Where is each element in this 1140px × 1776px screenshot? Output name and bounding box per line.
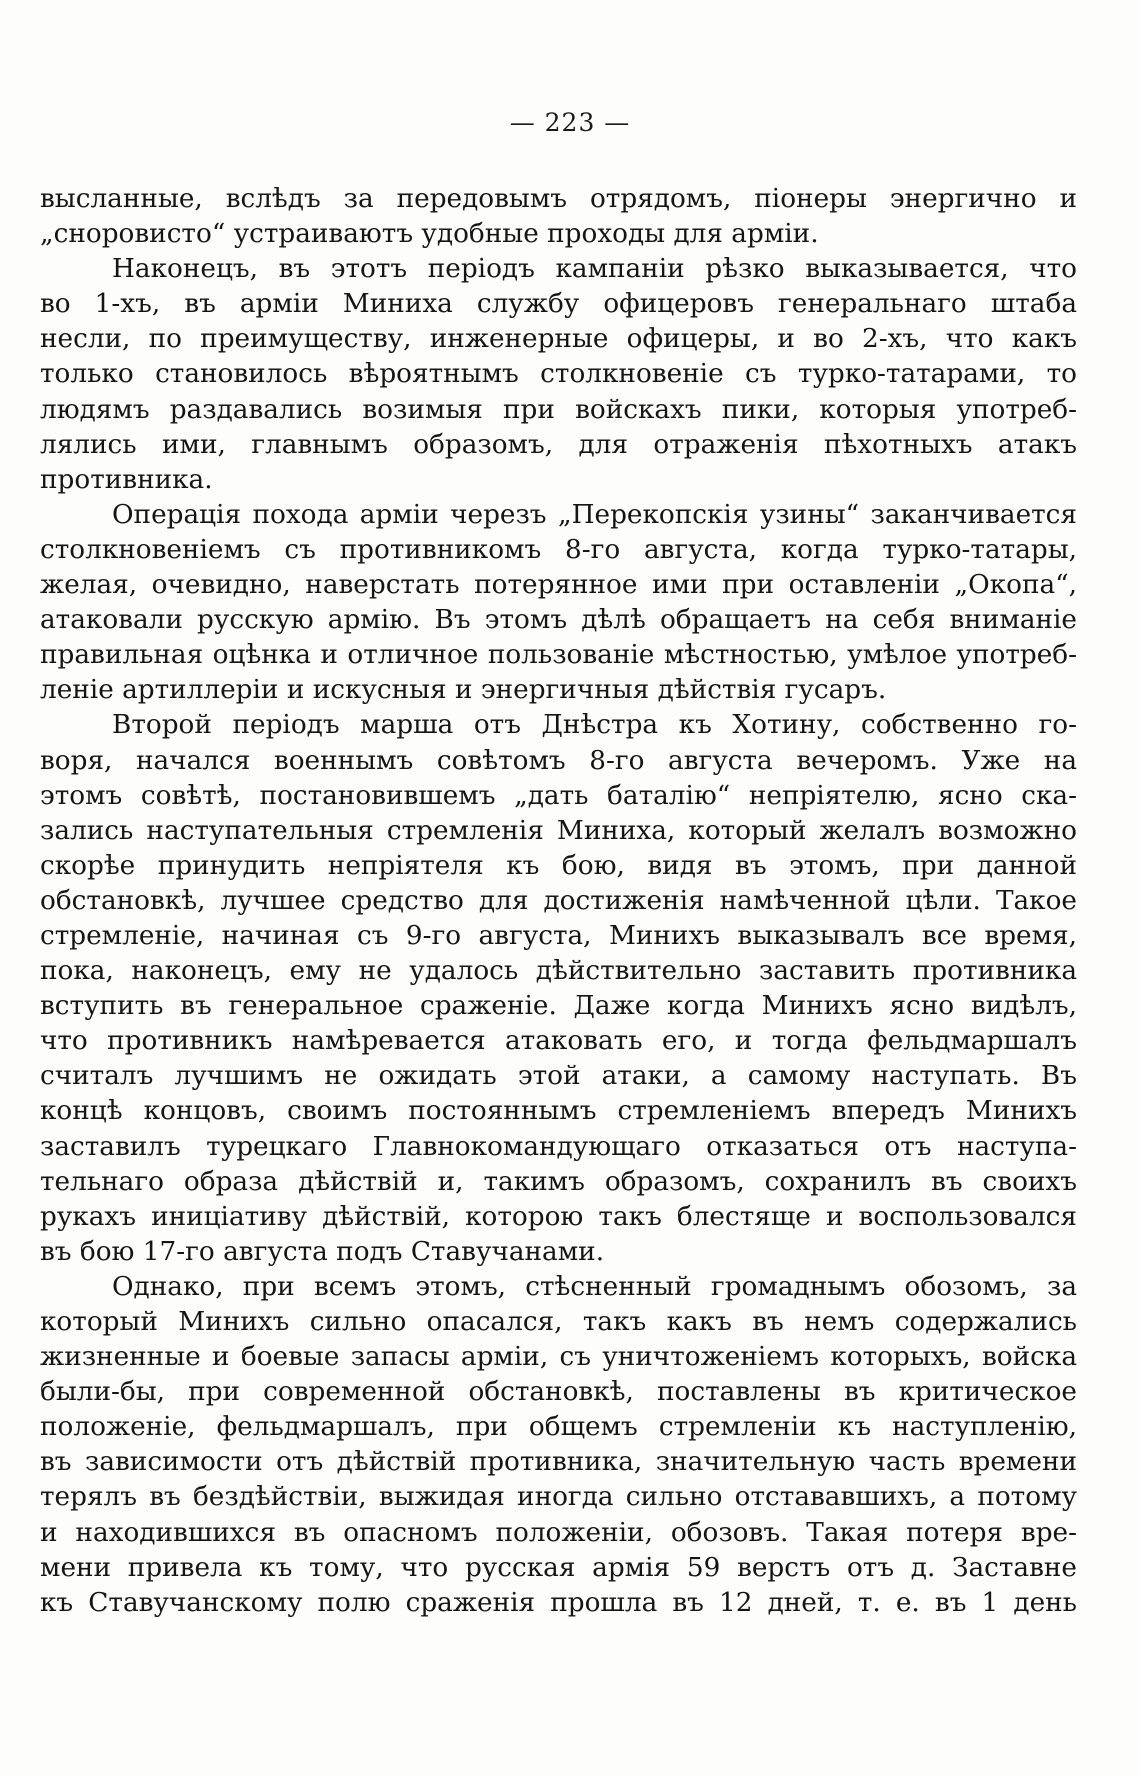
- text-line: зались наступательныя стремленія Миниха, который желалъ возможно: [40, 815, 1077, 846]
- text-line: „сноровисто“ устраиваютъ удобные проходы для арміи.: [40, 219, 819, 250]
- text-line: въ бою 17-го августа подъ Ставучанами.: [40, 1236, 605, 1267]
- text-line: леніе артиллеріи и искусныя и энергичныя дѣйствія гусаръ.: [40, 675, 887, 706]
- text-line: рукахъ иниціативу дѣйствій, которою такъ блестяще и воспользовался: [40, 1201, 1077, 1232]
- text-line: концѣ концовъ, своимъ постояннымъ стремленіемъ впередъ Минихъ: [40, 1096, 1077, 1127]
- text-line: высланные, вслѣдъ за передовымъ отрядомъ, піонеры энергично и: [40, 184, 1077, 214]
- text-line: жизненные и боевые запасы арміи, съ уничтоженіемъ которыхъ, войска: [40, 1342, 1077, 1373]
- text-line: мени привела къ тому, что русская армія 59 верстъ отъ д. Заставне: [40, 1552, 1077, 1583]
- text-line: вступить въ генеральное сраженіе. Даже когда Минихъ ясно видѣлъ,: [40, 991, 1077, 1022]
- text-line: противника.: [40, 464, 213, 495]
- page-number: — 223 —: [509, 108, 631, 137]
- text-line: Второй періодъ марша отъ Днѣстра къ Хотину, собственно го-: [112, 710, 1077, 741]
- text-line: и находившихся въ опасномъ положеніи, обозовъ. Такая потеря вре-: [40, 1517, 1077, 1548]
- text-line: желая, очевидно, наверстать потерянное ими при оставленіи „Окопа“,: [40, 570, 1077, 601]
- body-text: [40, 182, 1077, 1621]
- text-line: въ зависимости отъ дѣйствій противника, значительную часть времени: [40, 1447, 1077, 1478]
- text-line: положеніе, фельдмаршалъ, при общемъ стремленіи къ наступленію,: [40, 1412, 1077, 1443]
- text-line: Однако, при всемъ этомъ, стѣсненный громаднымъ обозомъ, за: [112, 1271, 1077, 1302]
- text-line: только становилось вѣроятнымъ столкновеніе съ турко-татарами, то: [40, 359, 1077, 390]
- text-line: атаковали русскую армію. Въ этомъ дѣлѣ обращаетъ на себя вниманіе: [40, 605, 1077, 636]
- text-line: скорѣе принудить непріятеля къ бою, видя въ этомъ, при данной: [40, 850, 1077, 881]
- text-line: воря, начался военнымъ совѣтомъ 8-го августа вечеромъ. Уже на: [40, 745, 1077, 776]
- text-line: Операція похода арміи черезъ „Перекопскія узины“ заканчивается: [112, 499, 1077, 530]
- text-line: терялъ въ бездѣйствіи, выжидая иногда сильно отстававшихъ, а потому: [40, 1482, 1077, 1513]
- text-line: лялись ими, главнымъ образомъ, для отраженія пѣхотныхъ атакъ: [40, 429, 1077, 460]
- text-line: тельнаго образа дѣйствій и, такимъ образомъ, сохранилъ въ своихъ: [40, 1166, 1077, 1197]
- text-line: обстановкѣ, лучшее средство для достиженія намѣченной цѣли. Такое: [40, 885, 1077, 916]
- text-line: правильная оцѣнка и отличное пользованіе мѣстностью, умѣлое употреб-: [40, 640, 1077, 671]
- text-line: Наконецъ, въ этотъ періодъ кампаніи рѣзко выказывается, что: [112, 254, 1077, 285]
- text-line: къ Ставучанскому полю сраженія прошла въ 12 дней, т. е. въ 1 день: [40, 1587, 1077, 1618]
- text-line: который Минихъ сильно опасался, такъ какъ въ немъ содержались: [40, 1307, 1077, 1337]
- text-line: несли, по преимуществу, инженерные офицеры, и во 2-хъ, что какъ: [40, 324, 1077, 355]
- text-line: заставилъ турецкаго Главнокомандующаго отказаться отъ наступа-: [40, 1131, 1077, 1162]
- text-line: были-бы, при современной обстановкѣ, поставлены въ критическое: [40, 1377, 1077, 1408]
- text-line: во 1-хъ, въ арміи Миниха службу офицеровъ генеральнаго штаба: [40, 289, 1077, 320]
- text-line: что противникъ намѣревается атаковать его, и тогда фельдмаршалъ: [40, 1026, 1077, 1057]
- text-line: столкновеніемъ съ противникомъ 8-го августа, когда турко-татары,: [40, 534, 1077, 565]
- text-line: этомъ совѣтѣ, постановившемъ „дать баталію“ непріятелю, ясно ска-: [40, 780, 1077, 811]
- text-line: пока, наконецъ, ему не удалось дѣйствительно заставить противника: [40, 956, 1077, 987]
- text-line: считалъ лучшимъ не ожидать этой атаки, а самому наступать. Въ: [40, 1061, 1077, 1092]
- text-line: стремленіе, начиная съ 9-го августа, Минихъ выказывалъ все время,: [40, 920, 1077, 951]
- text-line: людямъ раздавались возимыя при войскахъ пики, которыя употреб-: [40, 394, 1077, 425]
